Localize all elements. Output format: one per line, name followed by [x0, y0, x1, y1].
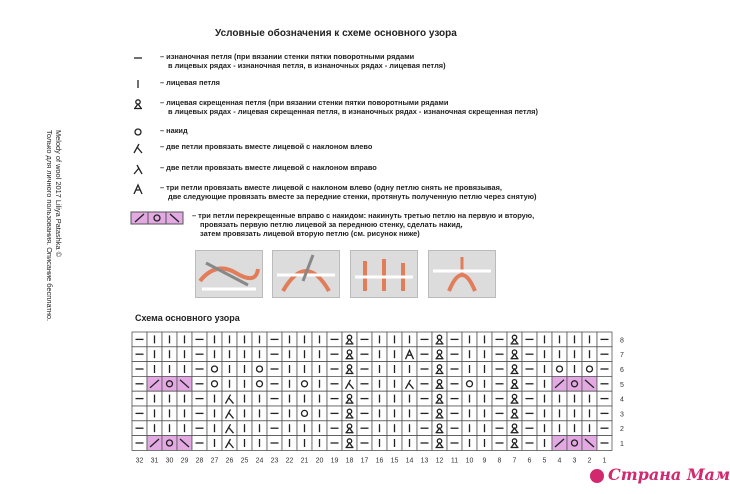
row-number-label: 2: [620, 426, 624, 434]
legend-text-line: – две петли провязать вместе лицевой с наклоном влево: [160, 142, 373, 151]
chart-cell: [297, 376, 312, 391]
column-number-label: 30: [165, 457, 174, 465]
instruction-photo-1: [195, 250, 263, 298]
legend-text-line: в лицевых рядах - изнаночная петля, в изнаночных рядах - лицевая петля): [168, 61, 446, 70]
legend-text-line: – две петли провязать вместе лицевой с наклоном вправо: [160, 163, 377, 172]
legend-text-line: – три петли провязать вместе лицевой с наклоном влево (одну петлю снять не провязывая,: [160, 183, 502, 192]
column-number-label: 15: [390, 457, 399, 465]
column-number-label: 22: [285, 457, 294, 465]
column-number-label: 27: [210, 457, 219, 465]
row-number-label: 5: [620, 381, 624, 389]
yo-glyph: [135, 129, 141, 135]
column-number-label: 9: [482, 457, 487, 465]
chart-cell: [162, 376, 177, 391]
column-number-label: 32: [135, 457, 144, 465]
column-number-label: 6: [527, 457, 532, 465]
k2tog-right-glyph: [134, 165, 142, 174]
legend-text-line: – накид: [160, 126, 188, 135]
legend-text-line: провязать первую петлю лицевой за переднюю стенку, сделать накид,: [200, 220, 463, 229]
column-number-label: 28: [195, 457, 204, 465]
column-number-label: 25: [240, 457, 249, 465]
row-number-label: 3: [620, 411, 624, 419]
k3tog-icon: [130, 183, 154, 195]
column-number-label: 24: [255, 457, 264, 465]
logo-text: Страна Мам: [608, 465, 730, 484]
knit-icon: [130, 78, 154, 90]
twisted-glyph: [134, 100, 142, 109]
instruction-photo-3: [350, 250, 418, 298]
legend-title: Условные обозначения к схеме основного узора: [215, 28, 457, 39]
column-number-label: 2: [587, 457, 592, 465]
row-number-label: 4: [620, 396, 624, 404]
column-number-label: 7: [512, 457, 517, 465]
chart-cell: [567, 376, 582, 391]
legend-text-line: в лицевых рядах - лицевая скрещенная петля, в изнаночных рядах - изнаночная скрещенная петля): [168, 107, 538, 116]
k2tog-right-icon: [130, 163, 154, 175]
column-number-label: 21: [300, 457, 309, 465]
copyright-line-2: Только для личного пользования. Описание бесплатно.: [45, 130, 54, 322]
copyright-note: [45, 130, 63, 370]
legend-text-line: – лицевая скрещенная петля (при вязании стенки пятки поворотными рядами: [160, 98, 449, 107]
column-number-label: 29: [180, 457, 189, 465]
legend-text-line: – лицевая петля: [160, 78, 220, 87]
column-number-label: 31: [150, 457, 159, 465]
k3tog-glyph: [134, 185, 142, 194]
row-number-label: 6: [620, 367, 624, 374]
column-number-label: 16: [375, 457, 384, 465]
instruction-photo-2: [272, 250, 340, 298]
chart-cell: [552, 362, 567, 377]
legend-text-line: две следующие провязать вместе за передние стенки, протянуть полученную петлю через снятую): [168, 192, 537, 201]
column-number-label: 4: [557, 457, 562, 465]
column-number-label: 13: [420, 457, 429, 465]
legend-text-line: затем провязать лицевой вторую петлю (см. рисунок ниже): [200, 229, 420, 238]
yo-icon: [130, 126, 154, 138]
cross3-icon: [130, 211, 184, 225]
k2tog-left-icon: [130, 142, 154, 154]
column-number-label: 20: [315, 457, 324, 465]
chart-cell: [297, 406, 312, 421]
chart-cell: [207, 376, 222, 391]
column-number-label: 12: [435, 457, 444, 465]
column-number-label: 11: [450, 457, 459, 465]
chart-cell: [162, 436, 177, 451]
instruction-photo-4: [428, 250, 496, 298]
legend-text-line: – изнаночная петля (при вязании стенки пятки поворотными рядами: [160, 52, 415, 61]
column-number-label: 5: [542, 457, 547, 465]
column-number-label: 14: [405, 457, 414, 465]
column-number-label: 26: [225, 457, 234, 465]
twisted-icon: [130, 98, 154, 110]
site-logo: [590, 465, 730, 484]
legend-text-line: – три петли перекрещенные вправо с накидом: накинуть третью петлю на первую и вторую,: [192, 211, 535, 220]
logo-icon: [590, 469, 604, 483]
purl-icon: [130, 52, 154, 64]
knitting-chart: [130, 330, 630, 464]
chart-cell: [252, 376, 267, 391]
column-number-label: 8: [497, 457, 502, 465]
column-number-label: 19: [330, 457, 339, 465]
chart-cell: [582, 362, 597, 377]
row-number-label: 7: [620, 352, 624, 360]
column-number-label: 23: [270, 457, 279, 465]
row-number-label: 8: [620, 337, 624, 345]
chart-cell: [207, 362, 222, 377]
chart-cell: [567, 436, 582, 451]
chart-cell: [462, 376, 477, 391]
row-number-label: 1: [620, 441, 624, 448]
column-number-label: 10: [465, 457, 474, 465]
chart-title: Схема основного узора: [135, 313, 240, 323]
copyright-line-1: Melody of wool 2017 Liliya Patashka ©: [54, 130, 63, 258]
k2tog-left-glyph: [134, 144, 142, 153]
column-number-label: 3: [572, 457, 577, 465]
column-number-label: 18: [345, 457, 354, 465]
chart-cell: [252, 362, 267, 377]
column-number-label: 17: [360, 457, 369, 465]
column-number-label: 1: [602, 457, 607, 465]
